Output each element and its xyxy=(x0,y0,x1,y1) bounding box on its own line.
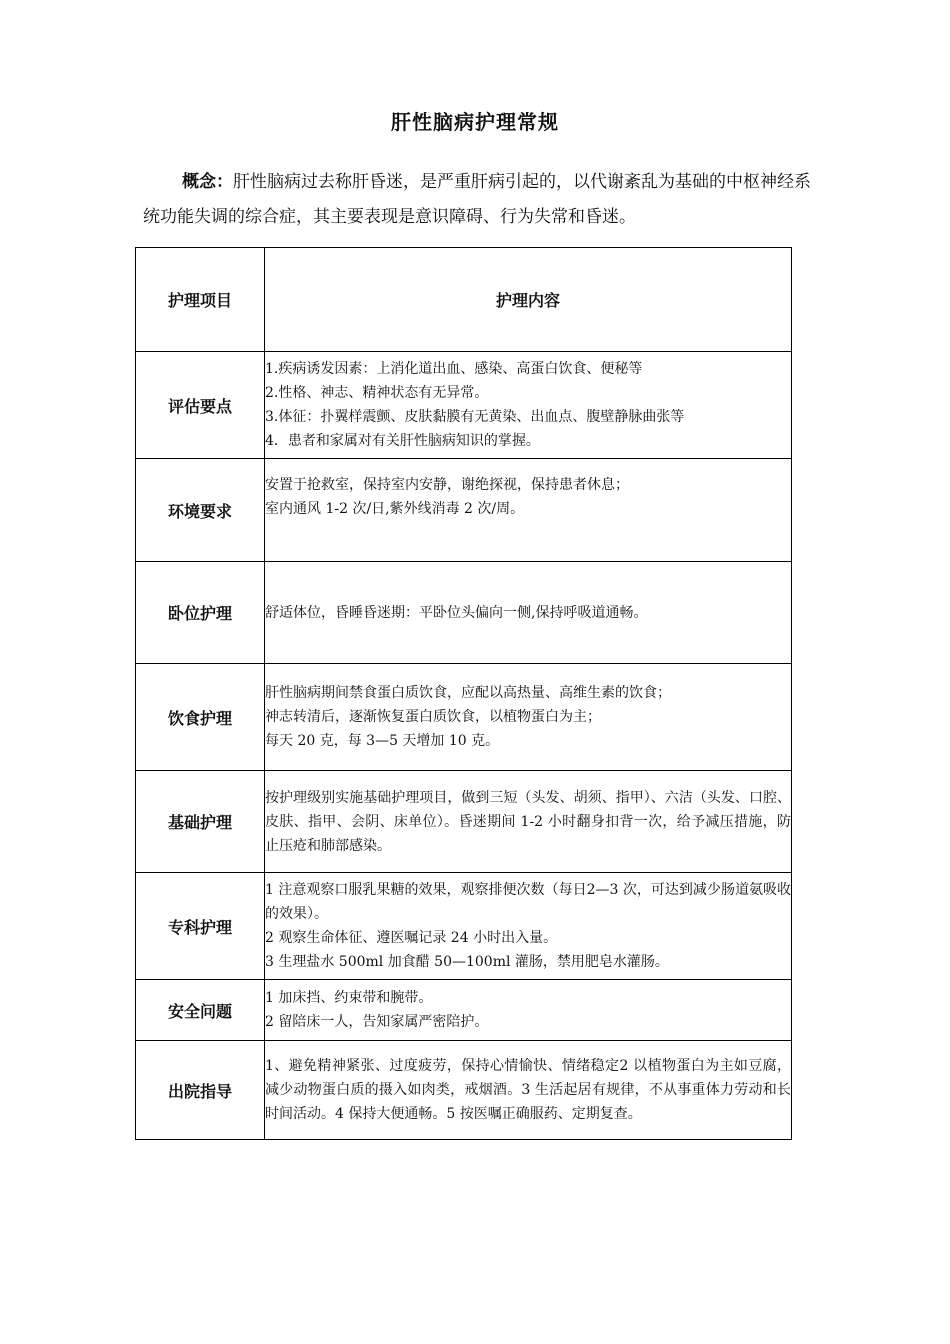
content-paragraph: 1、避免精神紧张、过度疲劳，保持心情愉快、情绪稳定2 以植物蛋白为主如豆腐，减少动物蛋白质的摄入如肉类，戒烟酒。3 生活起居有规律，不从事重体力劳动和长时间活动。4 保持大便通畅。5 按医嘱正确服药、定期复查。 xyxy=(265,1058,791,1122)
table-row xyxy=(136,352,792,459)
content-line: 2 留陪床一人，告知家属严密陪护。 xyxy=(265,1014,489,1030)
content-paragraph: 按护理级别实施基础护理项目，做到三短（头发、胡须、指甲）、六洁（头发、口腔、皮肤、指甲、会阴、床单位）。昏迷期间 1-2 小时翻身扣背一次，给予减压措施，防止压疮和肺部感染。 xyxy=(265,789,791,854)
content-line: 1 加床挡、约束带和腕带。 xyxy=(265,990,433,1006)
content-line: 2.性格、神志、精神状态有无异常。 xyxy=(265,385,489,401)
table-row xyxy=(136,1041,792,1140)
row-item-environment: 环境要求 xyxy=(136,459,265,562)
row-content-specialty-care xyxy=(265,873,792,980)
table-row xyxy=(136,459,792,562)
row-content-position xyxy=(265,562,792,664)
row-content-discharge xyxy=(265,1041,792,1140)
nursing-table xyxy=(135,247,792,1140)
table-row xyxy=(136,562,792,664)
row-item-safety: 安全问题 xyxy=(136,980,265,1041)
row-content-environment xyxy=(265,459,792,562)
row-item-assessment: 评估要点 xyxy=(136,352,265,459)
row-content-safety xyxy=(265,980,792,1041)
row-item-diet: 饮食护理 xyxy=(136,664,265,771)
table-row xyxy=(136,980,792,1041)
content-line: 安置于抢救室，保持室内安静，谢绝探视，保持患者休息； xyxy=(265,477,629,493)
page-title: 肝性脑病护理常规 xyxy=(391,110,559,134)
content-line: 室内通风 1-2 次/日,紫外线消毒 2 次/周。 xyxy=(265,501,525,517)
row-item-position: 卧位护理 xyxy=(136,562,265,664)
content-line: 4．患者和家属对有关肝性脑病知识的掌握。 xyxy=(265,433,540,449)
content-line: 肝性脑病期间禁食蛋白质饮食，应配以高热量、高维生素的饮食； xyxy=(265,685,671,701)
concept-paragraph xyxy=(143,165,811,235)
concept-text: 肝性脑病过去称肝昏迷，是严重肝病引起的，以代谢紊乱为基础的中枢神经系统功能失调的综合症，其主要表现是意识障碍、行为失常和昏迷。 xyxy=(143,172,811,227)
row-content-basic-care xyxy=(265,771,792,873)
content-line: 神志转清后，逐渐恢复蛋白质饮食，以植物蛋白为主； xyxy=(265,709,601,725)
row-item-discharge: 出院指导 xyxy=(136,1041,265,1140)
table-header-row xyxy=(136,248,792,352)
header-item: 护理项目 xyxy=(136,248,265,352)
content-line: 舒适体位，昏睡昏迷期：平卧位头偏向一侧,保持呼吸道通畅。 xyxy=(265,604,648,621)
table-row xyxy=(136,664,792,771)
row-item-basic-care: 基础护理 xyxy=(136,771,265,873)
row-content-diet xyxy=(265,664,792,771)
content-line: 3 生理盐水 500ml 加食醋 50—100ml 灌肠，禁用肥皂水灌肠。 xyxy=(265,954,669,970)
table-row xyxy=(136,771,792,873)
table-row xyxy=(136,873,792,980)
content-line: 每天 20 克，每 3—5 天增加 10 克。 xyxy=(265,733,500,749)
content-line: 2 观察生命体征、遵医嘱记录 24 小时出入量。 xyxy=(265,930,558,946)
content-paragraph: 1 注意观察口服乳果糖的效果，观察排便次数（每日2—3 次，可达到减少肠道氨吸收的效果）。 xyxy=(265,882,791,922)
header-content: 护理内容 xyxy=(265,248,792,352)
row-item-specialty-care: 专科护理 xyxy=(136,873,265,980)
row-content-assessment xyxy=(265,352,792,459)
concept-label: 概念： xyxy=(182,172,233,192)
content-line: 3.体征：扑翼样震颤、皮肤黏膜有无黄染、出血点、腹壁静脉曲张等 xyxy=(265,409,685,425)
content-line: 1.疾病诱发因素：上消化道出血、感染、高蛋白饮食、便秘等 xyxy=(265,361,643,377)
